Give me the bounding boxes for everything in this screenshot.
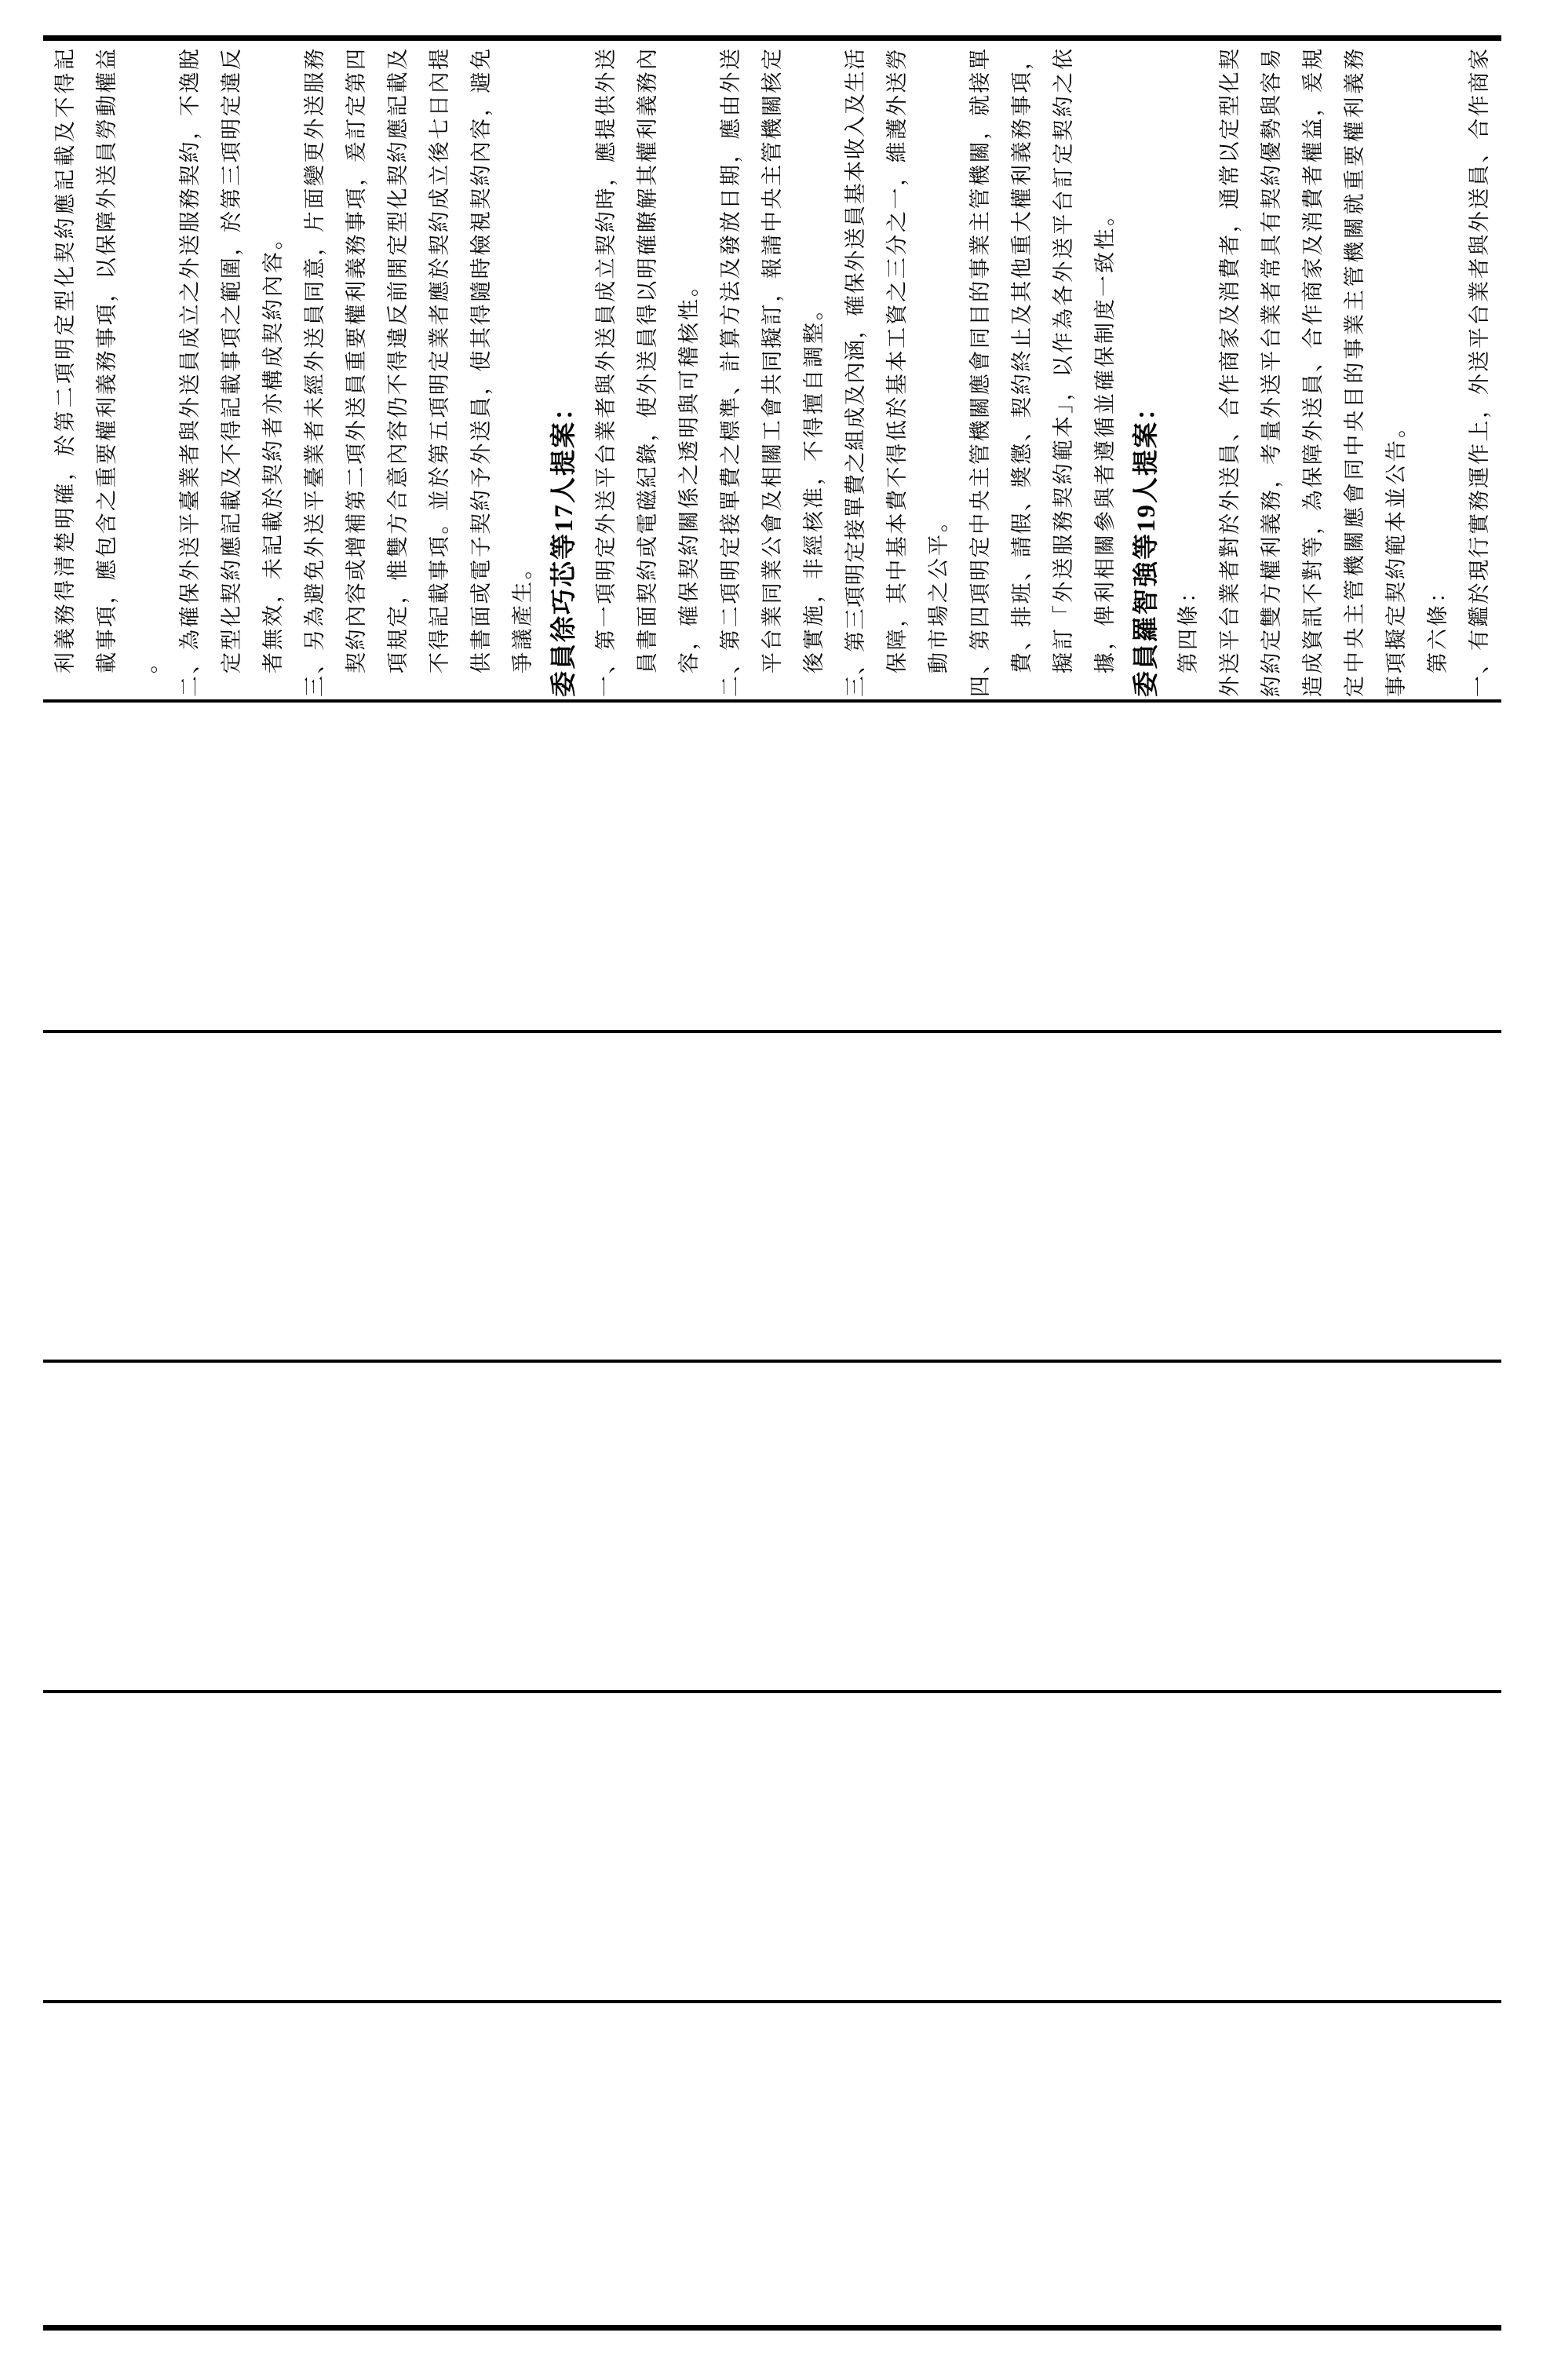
bottom-border-line bbox=[43, 2325, 1501, 2331]
text-line: 容，確保契約關係之透明與可稽核性。 bbox=[677, 273, 701, 673]
text-line: 契約內容或增補第二項外送員重要權利義務事項，爰訂定第四 bbox=[345, 49, 368, 673]
text-line: 者無效，未記載於契約者亦構成契約內容。 bbox=[261, 226, 285, 673]
text-line: 約約定雙方權利義務，考量外送平台業者常具有契約優勢與容易 bbox=[1260, 49, 1283, 697]
text-line: 平台業同業公會及相關工會共同擬訂，報請中央主管機關核定 bbox=[760, 49, 784, 673]
column-divider-1 bbox=[43, 699, 1501, 703]
text-line: 第四條： bbox=[1176, 579, 1200, 673]
text-line: 擬訂「外送服務契約範本」，以作為各外送平台訂定契約之依 bbox=[1052, 49, 1075, 673]
top-border-line bbox=[43, 35, 1501, 41]
text-line: 委員徐巧芯等17人提案： bbox=[550, 393, 578, 697]
text-line: 保障，其中基本費不得低於基本工資之三分之一，維護外送勞 bbox=[885, 49, 909, 673]
text-line: 事項擬定契約範本並公告。 bbox=[1384, 414, 1408, 697]
text-line: 三、另為避免外送平臺業者未經外送員同意，片面變更外送服務 bbox=[303, 49, 326, 697]
column-divider-2 bbox=[43, 1030, 1501, 1033]
text-line: 一、有鑑於現行實務運作上，外送平台業者與外送員、合作商家 bbox=[1468, 49, 1491, 697]
text-line: 員書面契約或電磁紀錄，使外送員得以明確瞭解其權利義務內 bbox=[636, 49, 659, 673]
rotated-text-container bbox=[45, 49, 1501, 697]
text-line: 造成資訊不對等，為保障外送員、合作商家及消費者權益，爰規 bbox=[1301, 49, 1325, 697]
text-line: 費、排班、請假、獎懲、契約終止及其他重大權利義務事項， bbox=[1010, 49, 1034, 673]
column-divider-3 bbox=[43, 1360, 1501, 1363]
text-line: 定中央主管機關應會同中央目的事業主管機關就重要權利義務 bbox=[1343, 49, 1366, 697]
column-divider-4 bbox=[43, 1690, 1501, 1693]
text-line: 二、為確保外送平臺業者與外送員成立之外送服務契約，不逸脫 bbox=[178, 49, 202, 697]
text-line: 項規定，惟雙方合意內容仍不得違反前開定型化契約應記載及 bbox=[386, 49, 410, 673]
text-line: 不得記載事項。並於第五項明定業者應於契約成立後七日內提 bbox=[428, 49, 451, 673]
text-line: 供書面或電子契約予外送員，使其得隨時檢視契約內容，避免 bbox=[469, 49, 493, 673]
text-line: 據，俾利相關參與者遵循並確保制度一致性。 bbox=[1093, 203, 1117, 673]
text-line: 定型化契約應記載及不得記載事項之範圍，於第三項明定違反 bbox=[220, 49, 243, 673]
text-line: 委員羅智強等19人提案： bbox=[1132, 393, 1161, 697]
text-line: 一、第一項明定外送平台業者與外送員成立契約時，應提供外送 bbox=[594, 49, 618, 697]
explanation-text-block bbox=[45, 49, 1501, 697]
text-line: 動市場之公平。 bbox=[927, 509, 950, 673]
text-line: 載事項，應包含之重要權利義務事項，以保障外送員勞動權益 bbox=[95, 49, 119, 673]
text-line: 二、第二項明定接單費之標準、計算方法及發放日期，應由外送 bbox=[719, 49, 742, 697]
text-line: 。 bbox=[137, 650, 160, 673]
column-divider-5 bbox=[43, 2000, 1501, 2003]
text-line: 利義務得清楚明確，於第二項明定型化契約應記載及不得記 bbox=[53, 49, 77, 673]
text-line: 爭議產生。 bbox=[511, 556, 534, 673]
text-line: 第六條： bbox=[1426, 579, 1450, 673]
text-line: 後實施，非經核准，不得擅自調整。 bbox=[802, 297, 826, 673]
text-line: 三、第三項明定接單費之組成及內涵，確保外送員基本收入及生活 bbox=[844, 49, 867, 697]
text-line: 四、第四項明定中央主管機關應會同目的事業主管機關，就接單 bbox=[968, 49, 992, 697]
text-line: 外送平台業者對於外送員、合作商家及消費者，通常以定型化契 bbox=[1218, 49, 1242, 697]
